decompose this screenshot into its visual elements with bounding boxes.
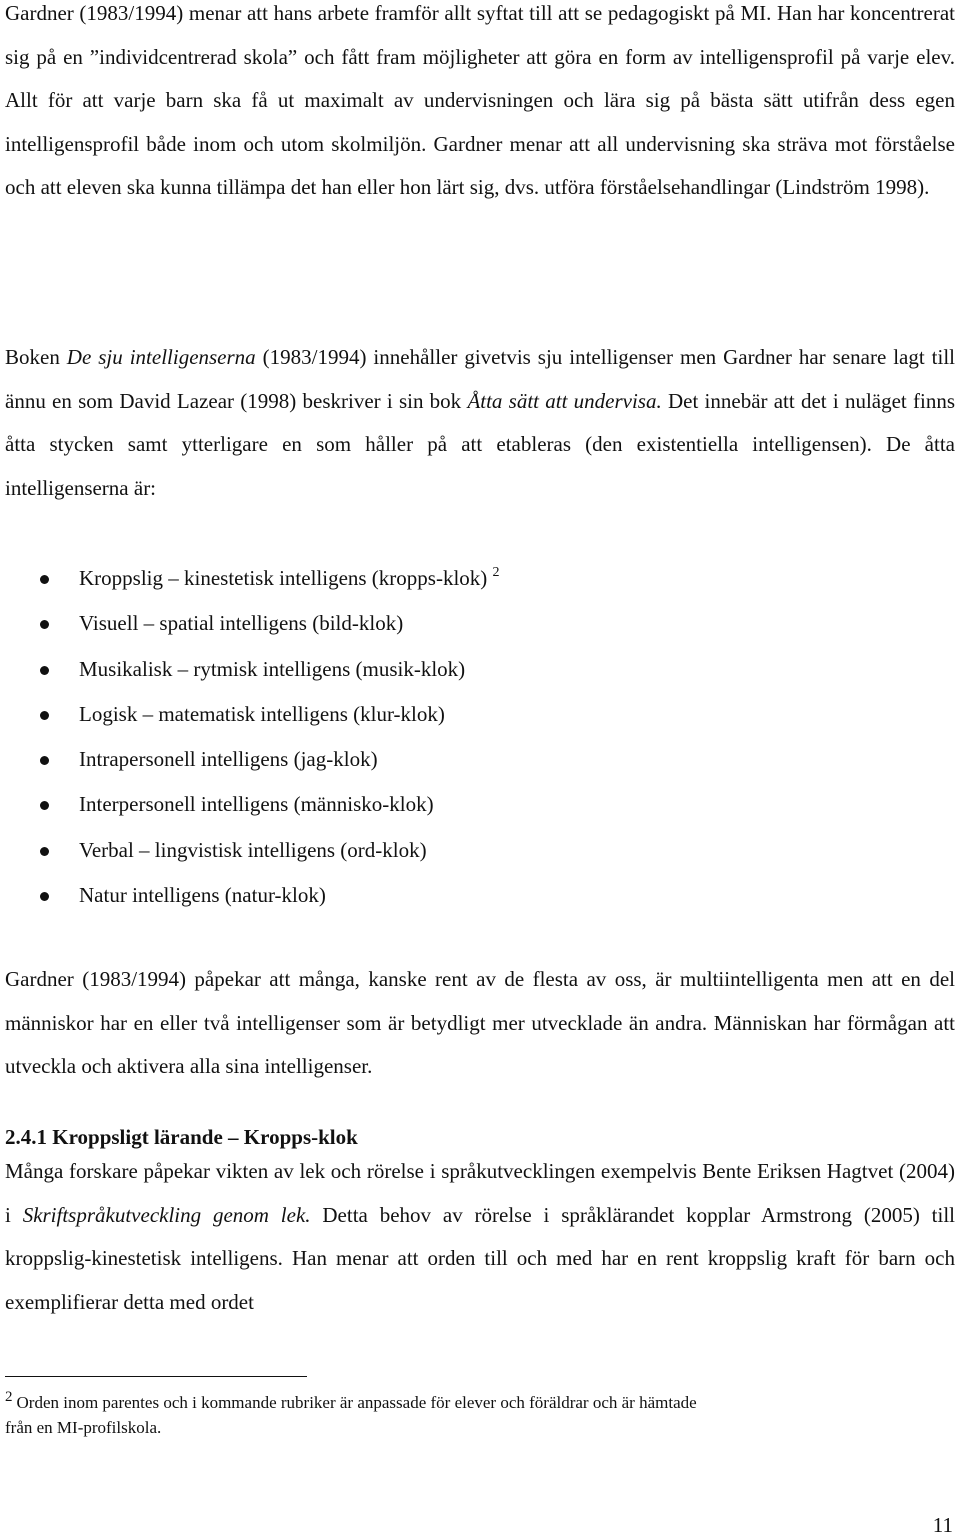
book-title-skriftsprakutveckling: Skriftspråkutveckling genom lek.: [22, 1202, 311, 1227]
bullet-icon: [40, 575, 49, 584]
list-item-text: Logisk – matematisk intelligens (klur-klok): [79, 701, 445, 726]
list-item-text: Musikalisk – rytmisk intelligens (musik-klok): [79, 656, 466, 681]
paragraph-book-intelligences: [5, 336, 955, 510]
paragraph-text: Detta behov av rörelse i språklärandet kopplar Armstrong (2005) till kroppslig-kinestetisk intelligens. Han menar att orden till och med har en rent kroppslig kraft för barn och exemplifierar detta med ordet: [5, 1202, 955, 1314]
footnote-text: Orden inom parentes och i kommande rubriker är anpassade för elever och föräldrar och är hämtade från en MI-profilskola.: [5, 1393, 697, 1437]
page-number: 11: [932, 1513, 953, 1537]
book-title-atta-satt-att-undervisa: Åtta sätt att undervisa.: [467, 388, 662, 413]
paragraph-text: Många forskare påpekar vikten av lek och rörelse i språkutvecklingen exempelvis Bente Eriksen Hagtvet (2004) i: [5, 1159, 955, 1227]
list-item-text: Natur intelligens (natur-klok): [79, 883, 326, 908]
list-item: [0, 601, 940, 646]
list-item: [0, 737, 940, 782]
bullet-icon: [40, 756, 49, 765]
paragraph-lek-och-rorelse: [5, 1150, 955, 1324]
bullet-icon: [40, 666, 49, 675]
list-item-text: Interpersonell intelligens (människo-klok): [79, 792, 434, 817]
paragraph-gardner-mi: Gardner (1983/1994) menar att hans arbete framför allt syftat till att se pedagogiskt på MI. Han har koncentrerat sig på en ”individcentrerad skola” och fått fram möjligheter att göra en form av intelligensprofil på varje elev. Allt för att varje barn ska få ut maximalt av undervisningen och lära sig på bästa sätt utifrån dess egen intelligensprofil både inom och utom skolmiljön. Gardner menar att all undervisning ska sträva mot förståelse och att eleven ska kunna tillämpa det han eller hon lärt sig, dvs. utföra förståelsehandlingar (Lindström 1998).: [5, 1, 955, 199]
list-item: [0, 556, 940, 601]
list-item-text: Visuell – spatial intelligens (bild-klok): [79, 611, 404, 636]
paragraph-multiintelligent: Gardner (1983/1994) påpekar att många, kanske rent av de flesta av oss, är multiintelligenta men att en del människor har en eller två intelligenser som är betydligt mer utvecklade än andra. Människan har förmågan att utveckla och aktivera alla sina intelligenser.: [5, 967, 955, 1078]
list-item: [0, 782, 940, 827]
list-item: [0, 647, 940, 692]
list-item: [0, 873, 940, 918]
bullet-icon: [40, 620, 49, 629]
list-item: [0, 692, 940, 737]
bullet-icon: [40, 892, 49, 901]
bullet-icon: [40, 847, 49, 856]
list-item-text: Kroppslig – kinestetisk intelligens (kropps-klok): [79, 566, 488, 590]
footnote-reference: 2: [492, 565, 500, 580]
paragraph-text: Det innebär att det i nuläget finns åtta stycken samt ytterligare en som håller på att etableras (den existentiella intelligensen). De åtta intelligenserna är:: [5, 388, 955, 500]
bullet-icon: [40, 801, 49, 810]
paragraph-text: (1983/1994) innehåller givetvis sju intelligenser men Gardner har senare lagt till ännu en som David Lazear (1998) beskriver i sin bok: [5, 345, 955, 413]
footnote: [5, 1390, 705, 1440]
bullet-icon: [40, 711, 49, 720]
section-heading: 2.4.1 Kroppsligt lärande – Kropps-klok: [5, 1125, 358, 1149]
footnote-number: 2: [5, 1389, 13, 1405]
paragraph-text: Boken: [5, 345, 67, 369]
footnote-separator: [5, 1376, 307, 1377]
list-item: [0, 828, 940, 873]
list-item-text: Intrapersonell intelligens (jag-klok): [79, 747, 378, 772]
list-item-text: Verbal – lingvistisk intelligens (ord-klok): [79, 837, 427, 862]
intelligence-list: [0, 556, 940, 918]
book-title-de-sju-intelligenserna: De sju intelligenserna: [66, 345, 256, 369]
